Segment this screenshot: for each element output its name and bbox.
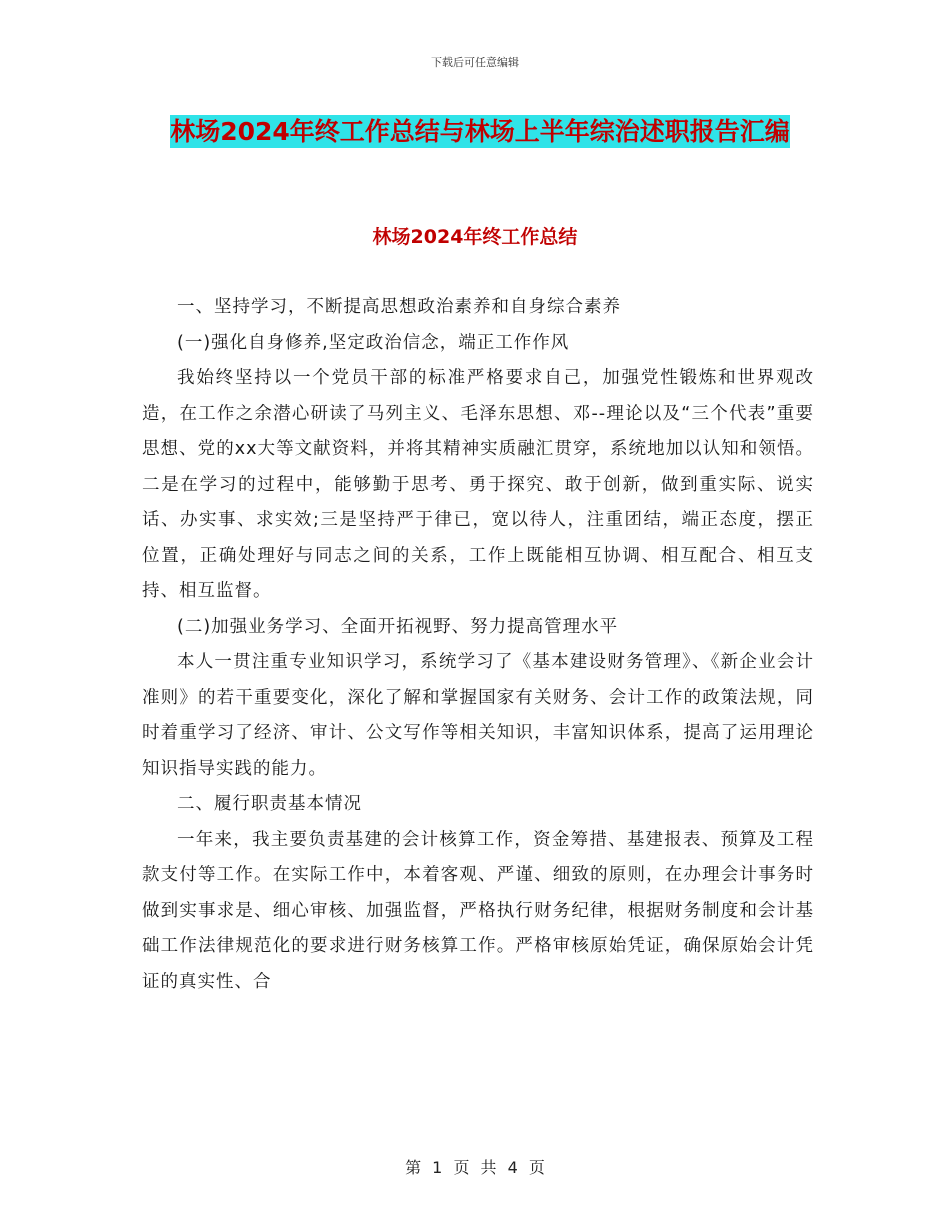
header-note: 下载后可任意编辑 [431,56,519,69]
heading-2: 二、履行职责基本情况 [177,794,362,814]
section-title: 林场2024年终工作总结 [372,226,578,248]
paragraph: 一年来，我主要负责基建的会计核算工作，资金筹措、基建报表、预算及工程款支付等工作。在实际工作中，本着客观、严谨、细致的原则，在办理会计事务时做到实事求是、细心审核、加强监督，严格执行财务纪律，根据财务制度和会计基础工作法律规范化的要求进行财务核算工作。严格审核原始凭证，确保原始会计凭证的真实性、合 [142,829,814,992]
paragraph: 本人一贯注重专业知识学习，系统学习了《基本建设财务管理》、《新企业会计准则》的若干重要变化，深化了解和掌握国家有关财务、会计工作的政策法规，同时着重学习了经济、审计、公文写作等相关知识，丰富知识体系，提高了运用理论知识指导实践的能力。 [142,652,814,779]
document-body [142,290,814,1000]
document-title [140,108,820,156]
page-footer: 第 1 页 共 4 页 [405,1158,545,1177]
subheading-2: (二)加强业务学习、全面开拓视野、努力提高管理水平 [177,616,619,637]
heading-1: 一、坚持学习，不断提高思想政治素养和自身综合素养 [177,297,621,317]
subheading-1: (一)强化自身修养,坚定政治信念，端正工作作风 [177,332,570,353]
document-title-text: 林场2024年终工作总结与林场上半年综治述职报告汇编 [170,117,790,146]
paragraph: 我始终坚持以一个党员干部的标准严格要求自己，加强党性锻炼和世界观改造，在工作之余潜心研读了马列主义、毛泽东思想、邓--理论以及“三个代表”重要思想、党的xx大等文献资料，并将其精神实质融汇贯穿，系统地加以认知和领悟。二是在学习的过程中，能够勤于思考、勇于探究、敢于创新，做到重实际、说实话、办实事、求实效;三是坚持严于律已，宽以待人，注重团结，端正态度，摆正位置，正确处理好与同志之间的关系，工作上既能相互协调、相互配合、相互支持、相互监督。 [142,368,814,601]
